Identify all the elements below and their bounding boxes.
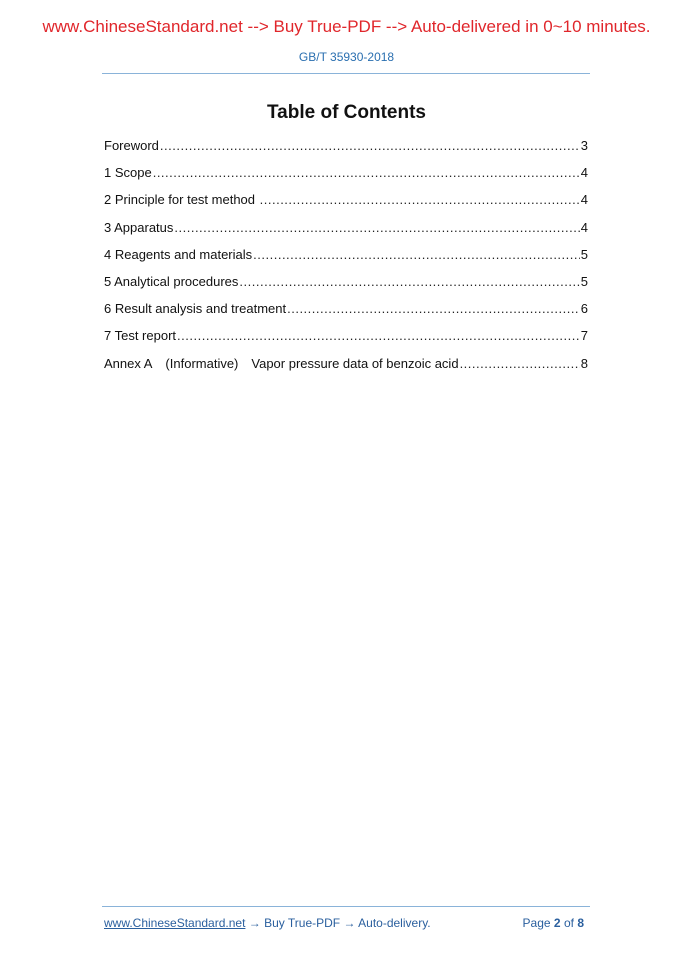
- toc-entry-test-report[interactable]: [104, 326, 588, 353]
- page-indicator: [523, 916, 584, 930]
- total-pages-number: 8: [577, 916, 584, 930]
- toc-entry-label: 6 Result analysis and treatment: [104, 301, 287, 317]
- toc-entry-foreword[interactable]: [104, 136, 588, 163]
- toc-entry-label: 5 Analytical procedures: [104, 273, 239, 289]
- toc-entry-annex-a[interactable]: [104, 354, 588, 381]
- top-banner[interactable]: www.ChineseStandard.net --> Buy True-PDF --> Auto-delivered in 0~10 minutes.: [42, 17, 651, 36]
- toc-entry-page: 3: [580, 138, 588, 153]
- toc-entry-label: 3 Apparatus: [104, 219, 174, 235]
- current-page-number: 2: [553, 916, 561, 930]
- page-word: Page: [522, 916, 551, 930]
- toc-entry-scope[interactable]: [104, 163, 588, 190]
- toc-entry-label: 7 Test report: [104, 328, 177, 344]
- toc-entry-result-analysis[interactable]: [104, 299, 588, 326]
- toc-entry-page: 4: [580, 165, 588, 181]
- toc-entry-label: 2 Principle for test method: [104, 192, 259, 208]
- toc-title: Table of Contents: [266, 102, 427, 123]
- footer-buy-text: Buy True-PDF: [264, 916, 341, 930]
- footer-divider: [102, 906, 590, 907]
- toc-entry-page: 5: [580, 246, 588, 262]
- toc-entry-page: 7: [580, 328, 588, 344]
- toc-entry-page: 4: [580, 192, 588, 208]
- toc-entry-apparatus[interactable]: [104, 218, 588, 245]
- toc-leader-dots: [260, 190, 580, 210]
- toc-leader-dots: [239, 272, 579, 292]
- toc-leader-dots: [160, 136, 580, 156]
- toc-entry-principle[interactable]: [104, 190, 588, 217]
- toc-entry-label: 1 Scope: [104, 165, 152, 181]
- toc-list: [104, 136, 588, 381]
- toc-leader-dots: [460, 354, 580, 374]
- toc-entry-reagents[interactable]: [104, 245, 588, 272]
- toc-leader-dots: [174, 218, 579, 238]
- toc-leader-dots: [177, 326, 580, 346]
- toc-entry-procedures[interactable]: [104, 272, 588, 299]
- footer-purchase-line: [104, 916, 431, 930]
- toc-entry-label: 4 Reagents and materials: [104, 246, 253, 262]
- of-word: of: [563, 916, 574, 930]
- toc-entry-page: 5: [580, 273, 588, 289]
- document-code: GB/T 35930-2018: [298, 50, 395, 64]
- toc-entry-page: 8: [580, 355, 588, 371]
- toc-leader-dots: [287, 299, 580, 319]
- toc-leader-dots: [153, 163, 580, 183]
- toc-entry-label: Foreword: [104, 138, 159, 153]
- arrow-right-icon: →: [248, 916, 261, 930]
- arrow-right-icon: →: [343, 916, 356, 930]
- toc-leader-dots: [253, 245, 580, 265]
- toc-entry-page: 6: [580, 301, 588, 317]
- toc-entry-page: 4: [580, 219, 588, 235]
- footer-site-link[interactable]: www.ChineseStandard.net: [104, 916, 246, 930]
- header-divider: [102, 73, 590, 74]
- toc-entry-label: Annex A (Informative) Vapor pressure data of benzoic acid: [104, 355, 459, 371]
- footer-delivery-text: Auto-delivery.: [358, 916, 431, 930]
